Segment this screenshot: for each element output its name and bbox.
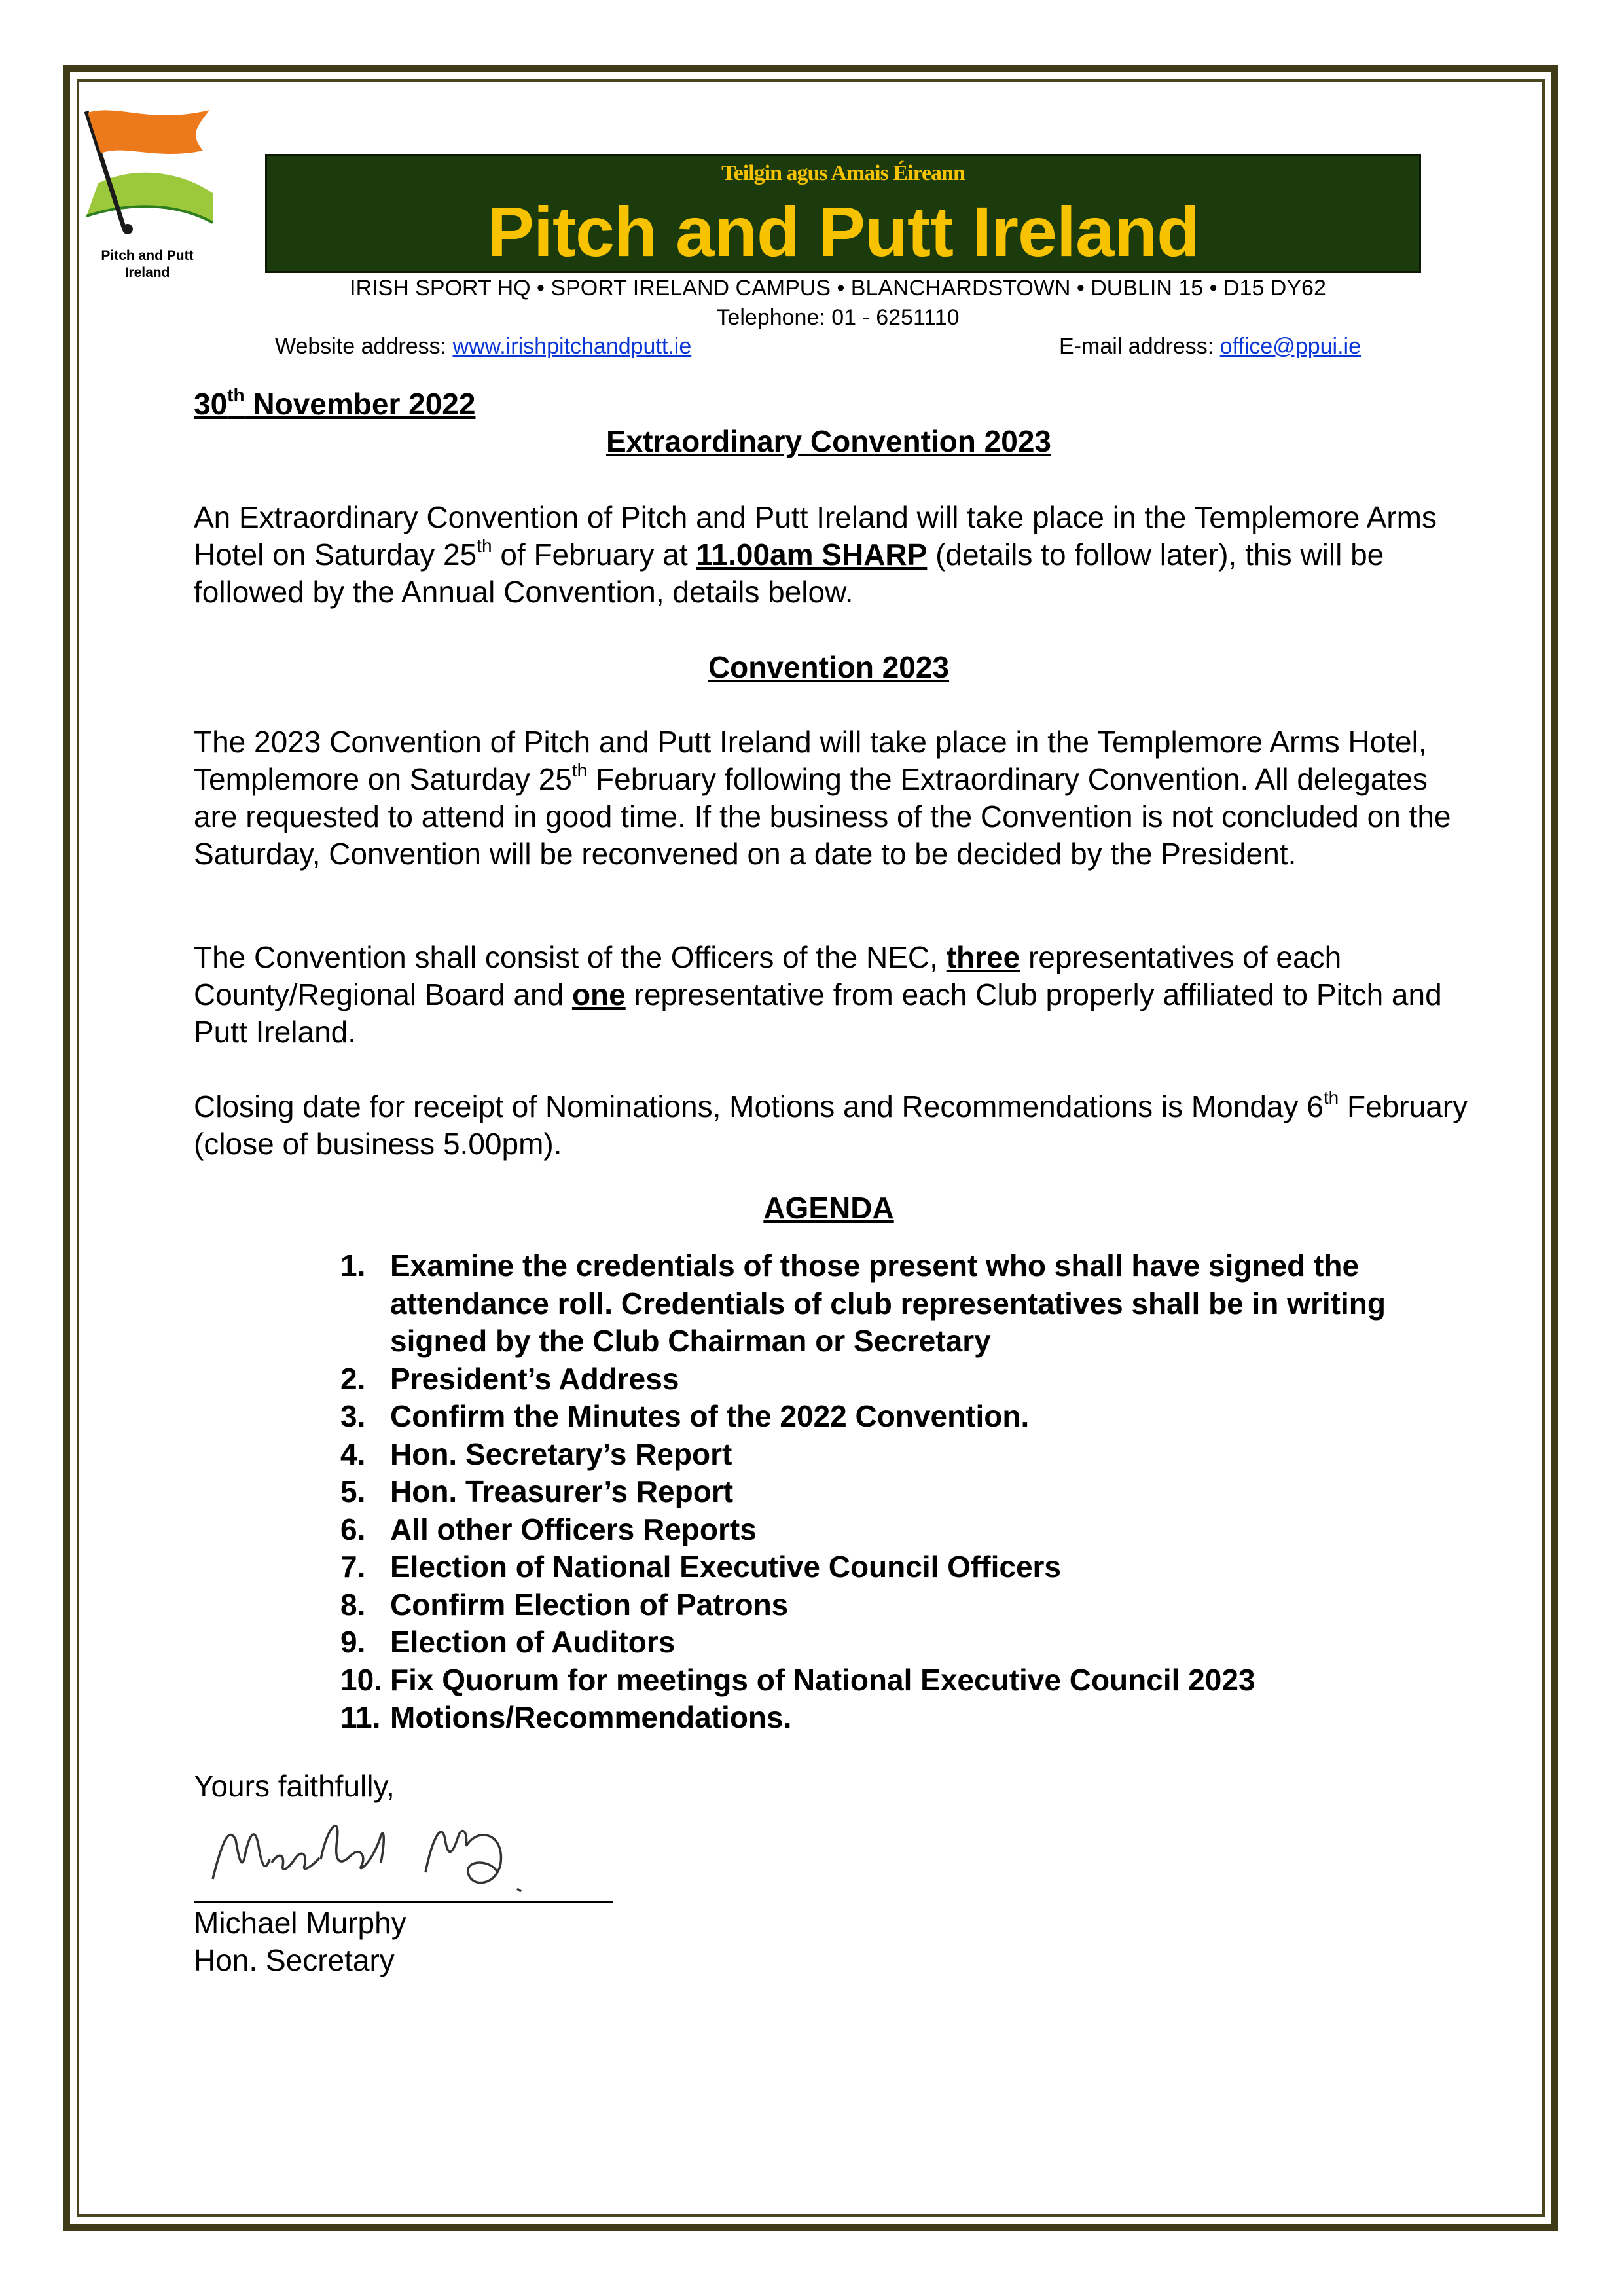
email-link[interactable]: office@ppui.ie	[1219, 334, 1362, 359]
convention-heading: Convention 2023	[708, 650, 950, 684]
agenda-item-text: Hon. Secretary’s Report	[390, 1436, 732, 1471]
agenda-item-number: 10.	[340, 1662, 382, 1697]
agenda-item	[340, 1548, 1486, 1586]
agenda-item-number: 9.	[340, 1625, 366, 1659]
website-label: Website address:	[275, 334, 447, 359]
agenda-item	[340, 1473, 1486, 1511]
pitch-and-putt-logo	[79, 98, 216, 288]
agenda-item	[340, 1624, 1486, 1662]
logo-caption: Pitch and Putt Ireland	[101, 248, 194, 280]
flag-icon	[79, 98, 216, 249]
agenda-item-text: Confirm the Minutes of the 2022 Convention.	[390, 1399, 1030, 1433]
signatory-title: Hon. Secretary	[194, 1943, 395, 1977]
convention-paragraph-1: The 2023 Convention of Pitch and Putt Ireland will take place in the Templemore Arms Hotel, Templemore on Saturday 25th February following the Extraordinary Convention. All delegates are requested to attend in good time. If the business of the Convention is not concluded on the Saturday, Convention will be reconvened on a date to be decided by the President.	[194, 725, 1451, 871]
signatory-name: Michael Murphy	[194, 1906, 406, 1940]
signature-line	[194, 1901, 613, 1903]
website-line	[275, 334, 691, 359]
agenda-item-number: 1.	[340, 1248, 366, 1283]
header-banner	[265, 154, 1421, 273]
website-link[interactable]: www.irishpitchandputt.ie	[452, 334, 692, 359]
agenda-item-text: President’s Address	[390, 1361, 679, 1396]
agenda-item-number: 7.	[340, 1550, 366, 1584]
agenda-item	[340, 1436, 1486, 1474]
agenda-item-number: 6.	[340, 1512, 366, 1546]
closing-date-paragraph: Closing date for receipt of Nominations, Motions and Recommendations is Monday 6th February (close of business 5.00pm).	[194, 1087, 1468, 1161]
address-line: IRISH SPORT HQ • SPORT IRELAND CAMPUS • BLANCHARDSTOWN • DUBLIN 15 • D15 DY62	[350, 276, 1326, 301]
agenda-item-text: Motions/Recommendations.	[390, 1700, 792, 1734]
convention-paragraph-2: The Convention shall consist of the Officers of the NEC, three representatives of each County/Regional Board and one representative from each Club properly affiliated to Pitch and Putt Ireland.	[194, 940, 1442, 1049]
agenda-item-text: Confirm Election of Patrons	[390, 1587, 789, 1622]
agenda-item	[340, 1247, 1486, 1360]
agenda-item-text: Fix Quorum for meetings of National Executive Council 2023	[390, 1662, 1255, 1697]
agenda-item-number: 2.	[340, 1361, 366, 1396]
agenda-list	[340, 1247, 1486, 1737]
letter-date: 30th November 2022	[194, 385, 476, 421]
agenda-item-text: All other Officers Reports	[390, 1512, 757, 1546]
agenda-item-number: 8.	[340, 1587, 366, 1622]
organisation-title: Pitch and Putt Ireland	[486, 192, 1200, 271]
agenda-item-text: Hon. Treasurer’s Report	[390, 1474, 734, 1508]
agenda-item-number: 3.	[340, 1399, 366, 1433]
agenda-item	[340, 1699, 1486, 1737]
telephone-line: Telephone: 01 - 6251110	[716, 305, 960, 330]
email-label: E-mail address:	[1059, 334, 1214, 359]
agenda-item-text: Election of Auditors	[390, 1625, 676, 1659]
extraordinary-heading: Extraordinary Convention 2023	[606, 424, 1051, 458]
agenda-heading: AGENDA	[763, 1191, 894, 1225]
agenda-item	[340, 1586, 1486, 1624]
agenda-item-number: 5.	[340, 1474, 366, 1508]
agenda-item	[340, 1360, 1486, 1398]
handwritten-signature	[209, 1800, 576, 1902]
agenda-item-text: Examine the credentials of those present who shall have signed the attendance roll. Credentials of club representatives shall be in writing signed by the Club Chairman or Secretary	[390, 1248, 1386, 1358]
salutation: Yours faithfully,	[194, 1769, 395, 1803]
agenda-item	[340, 1511, 1486, 1549]
irish-name: Teilgin agus Amais Éireann	[721, 161, 965, 185]
agenda-item	[340, 1662, 1486, 1700]
extraordinary-paragraph: An Extraordinary Convention of Pitch and Putt Ireland will take place in the Templemore Arms Hotel on Saturday 25th of February at 11.00am SHARP (details to follow later), this will be followed by the Annual Convention, details below.	[194, 500, 1437, 609]
email-line	[1059, 334, 1361, 359]
agenda-item	[340, 1398, 1486, 1436]
agenda-item-number: 4.	[340, 1436, 366, 1471]
agenda-item-text: Election of National Executive Council Officers	[390, 1550, 1062, 1584]
agenda-item-number: 11.	[340, 1700, 381, 1734]
